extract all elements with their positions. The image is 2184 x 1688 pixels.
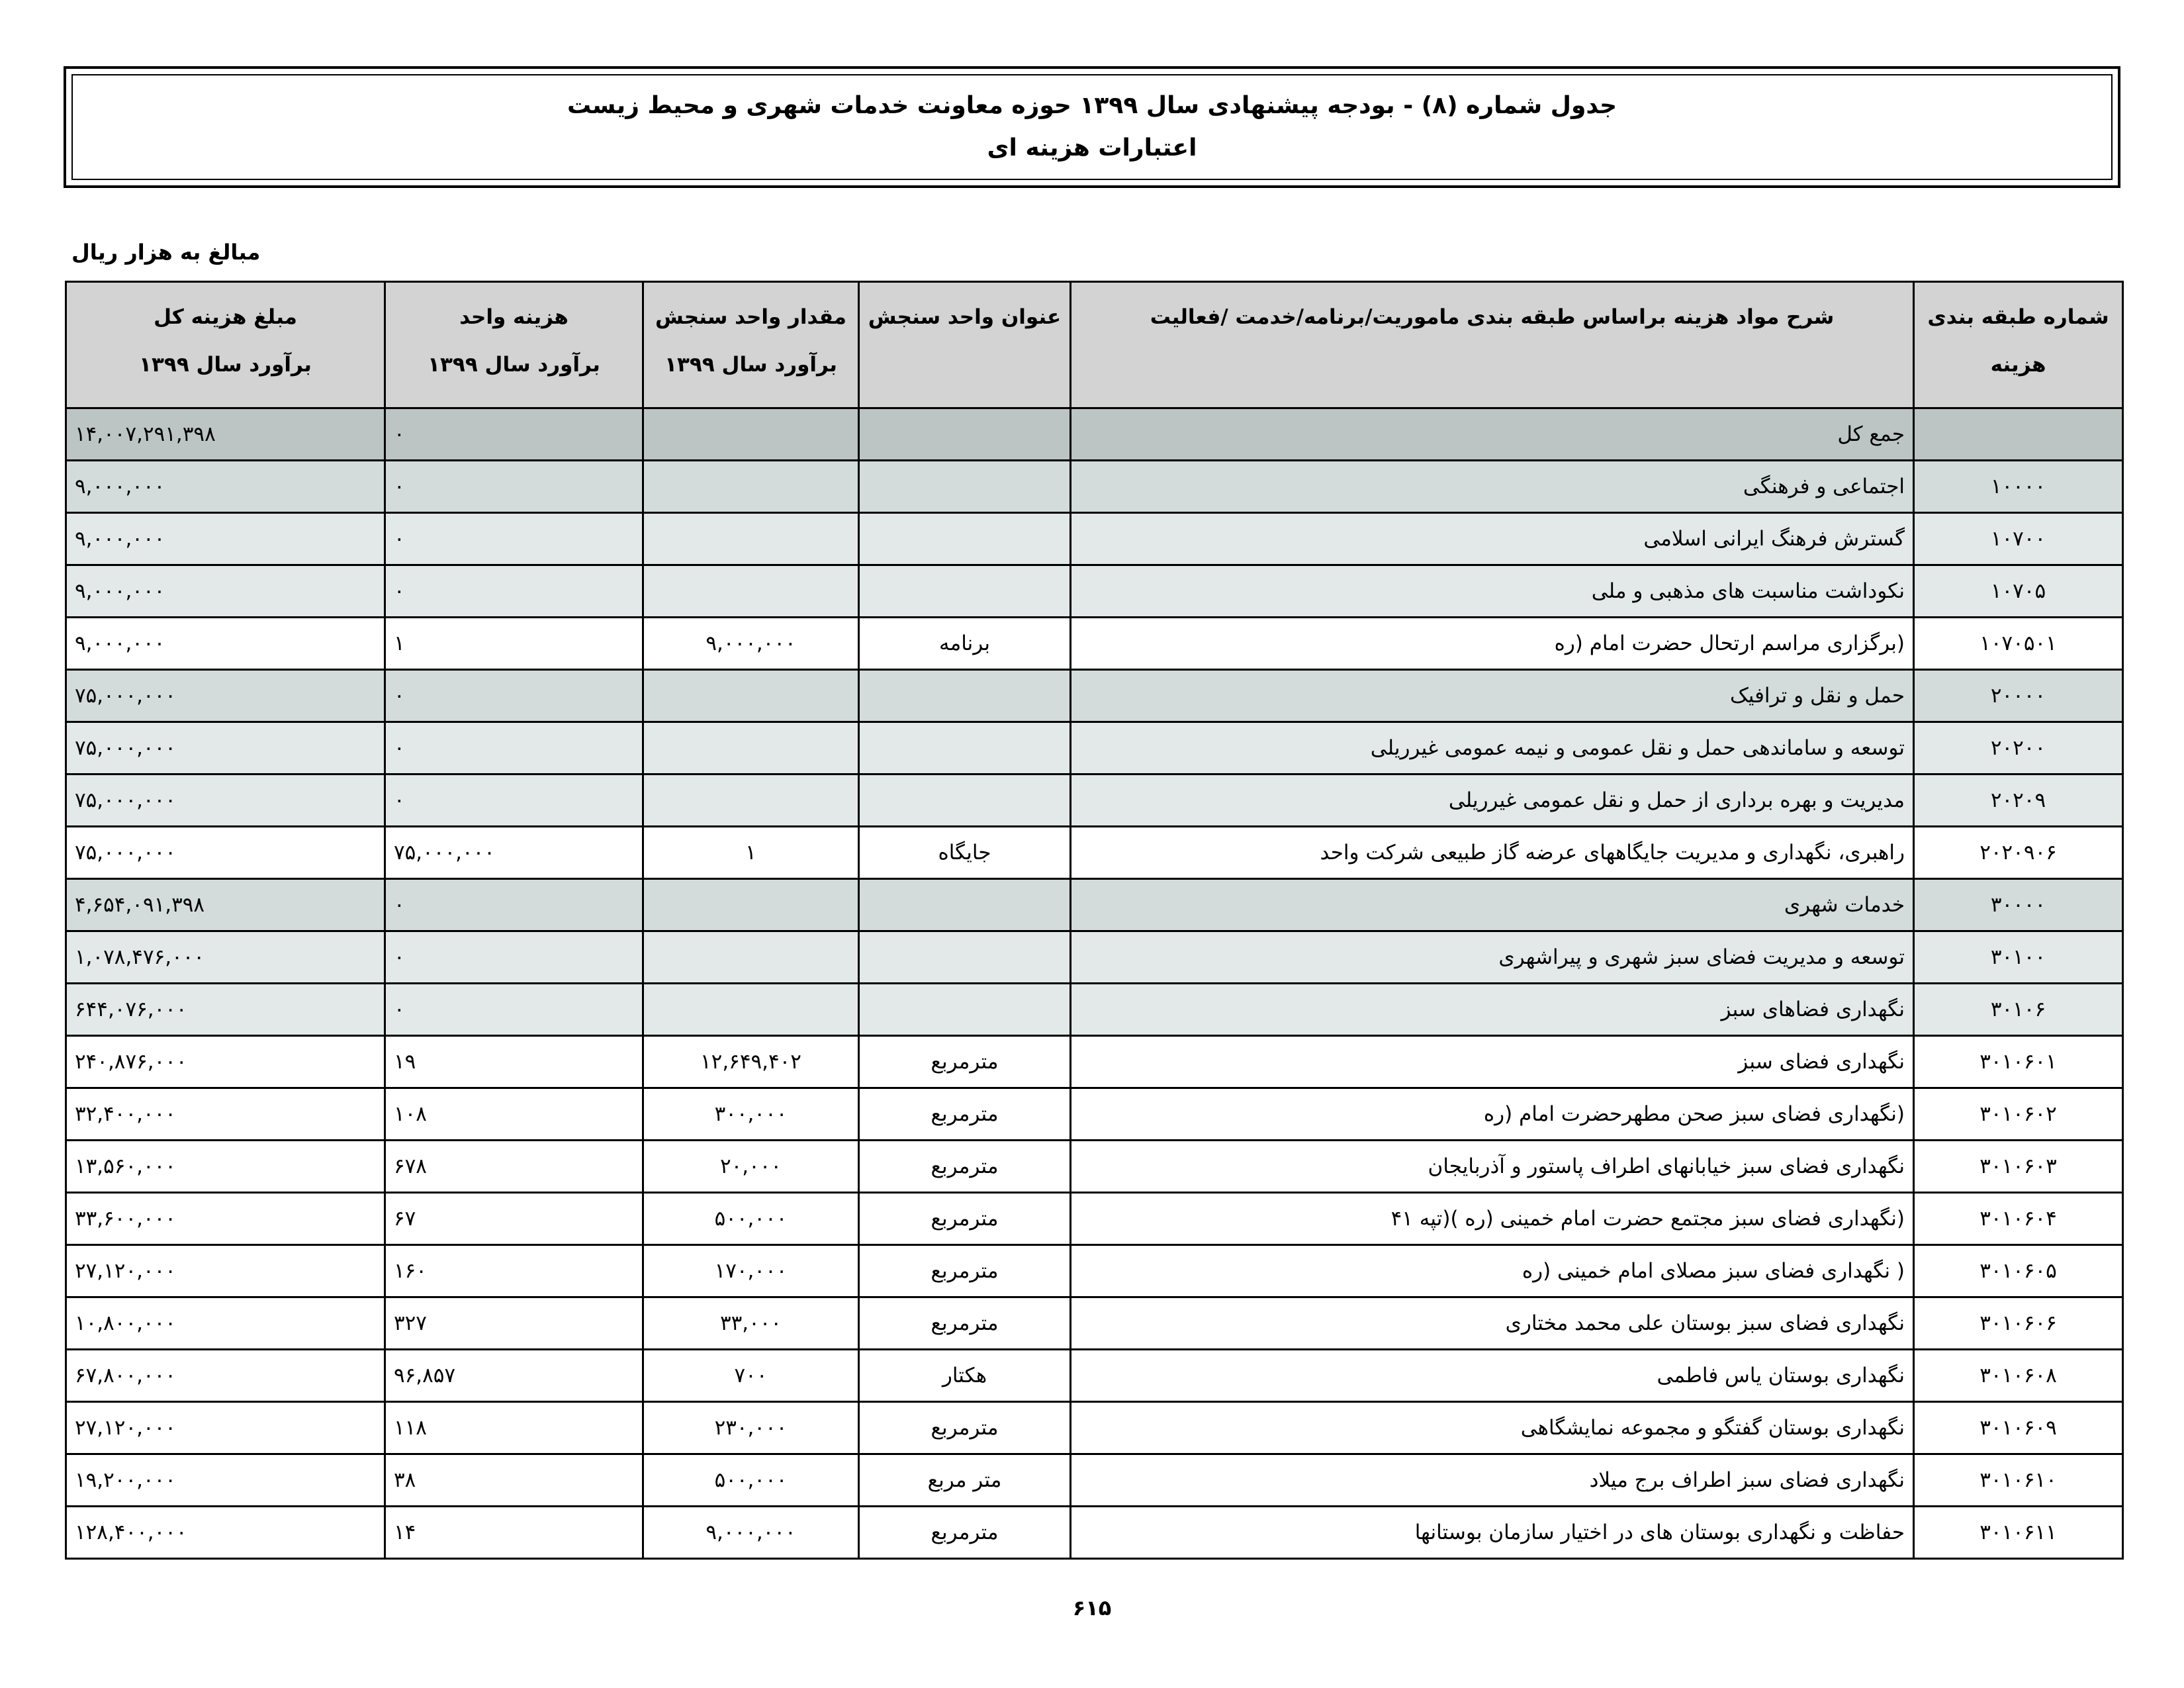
desc-cell: نگهداری بوستان یاس فاطمی [1071, 1350, 1914, 1402]
header-unit-cost-line1: هزینه واحد [459, 305, 569, 329]
table-row [66, 618, 2123, 670]
qty-cell: ۱ [643, 827, 859, 879]
table-row [66, 879, 2123, 931]
budget-table [65, 281, 2124, 1560]
code-cell: ۳۰۱۰۶۰۴ [1914, 1193, 2123, 1245]
unit-title-cell: متر مربع [859, 1454, 1071, 1507]
code-cell: ۳۰۱۰۶۰۸ [1914, 1350, 2123, 1402]
code-cell: ۳۰۱۰۶۱۰ [1914, 1454, 2123, 1507]
total-cell: ۲۷,۱۲۰,۰۰۰ [66, 1402, 385, 1454]
desc-cell: نگهداری فضای سبز بوستان علی محمد مختاری [1071, 1297, 1914, 1350]
table-row [66, 1245, 2123, 1297]
unit-title-cell [859, 408, 1071, 461]
title-box-inner [71, 74, 2113, 180]
unit-title-cell: مترمربع [859, 1245, 1071, 1297]
page-subtitle: اعتبارات هزینه ای [987, 134, 1197, 162]
code-cell: ۱۰۷۰۵ [1914, 565, 2123, 618]
code-cell: ۱۰۷۰۵۰۱ [1914, 618, 2123, 670]
unit-title-cell: مترمربع [859, 1402, 1071, 1454]
total-cell: ۴,۶۵۴,۰۹۱,۳۹۸ [66, 879, 385, 931]
table-row [66, 1088, 2123, 1141]
total-cell: ۱,۰۷۸,۴۷۶,۰۰۰ [66, 931, 385, 984]
unit-cost-cell: ۰ [385, 774, 643, 827]
desc-cell: نگهداری فضای سبز خیابانهای اطراف پاستور و آذربایجان [1071, 1141, 1914, 1193]
desc-cell: نگهداری فضای سبز [1071, 1036, 1914, 1088]
code-cell: ۲۰۰۰۰ [1914, 670, 2123, 722]
desc-cell: مدیریت و بهره برداری از حمل و نقل عمومی غیرریلی [1071, 774, 1914, 827]
desc-cell: توسعه و ساماندهی حمل و نقل عمومی و نیمه عمومی غیرریلی [1071, 722, 1914, 774]
desc-cell: نکوداشت مناسبت های مذهبی و ملی [1071, 565, 1914, 618]
unit-cost-cell: ۹۶,۸۵۷ [385, 1350, 643, 1402]
code-cell: ۲۰۲۰۹ [1914, 774, 2123, 827]
desc-cell: گسترش فرهنگ ایرانی اسلامی [1071, 513, 1914, 565]
total-cell: ۱۴,۰۰۷,۲۹۱,۳۹۸ [66, 408, 385, 461]
total-cell: ۶۴۴,۰۷۶,۰۰۰ [66, 984, 385, 1036]
header-unit-title-line1: عنوان واحد سنجش [868, 305, 1062, 329]
total-cell: ۳۲,۴۰۰,۰۰۰ [66, 1088, 385, 1141]
unit-title-cell: برنامه [859, 618, 1071, 670]
header-total-line2: برآورد سال ۱۳۹۹ [139, 353, 312, 377]
header-code-line1: شماره طبقه بندی [1927, 305, 2109, 329]
total-cell: ۲۴۰,۸۷۶,۰۰۰ [66, 1036, 385, 1088]
header-unit-cost [385, 282, 643, 408]
unit-title-cell [859, 774, 1071, 827]
qty-cell [643, 408, 859, 461]
code-cell: ۳۰۱۰۶ [1914, 984, 2123, 1036]
unit-title-cell: مترمربع [859, 1088, 1071, 1141]
qty-cell: ۵۰۰,۰۰۰ [643, 1454, 859, 1507]
header-code-line2: هزینه [1990, 353, 2046, 377]
budget-table-body [66, 408, 2123, 1559]
table-row [66, 1297, 2123, 1350]
code-cell [1914, 408, 2123, 461]
header-total-line1: مبلغ هزینه کل [154, 305, 297, 329]
unit-cost-cell: ۰ [385, 513, 643, 565]
qty-cell: ۱۷۰,۰۰۰ [643, 1245, 859, 1297]
unit-title-cell [859, 565, 1071, 618]
unit-title-cell [859, 461, 1071, 513]
qty-cell: ۵۰۰,۰۰۰ [643, 1193, 859, 1245]
qty-cell: ۹,۰۰۰,۰۰۰ [643, 1507, 859, 1559]
unit-title-cell: مترمربع [859, 1141, 1071, 1193]
code-cell: ۱۰۷۰۰ [1914, 513, 2123, 565]
qty-cell: ۷۰۰ [643, 1350, 859, 1402]
page-title: جدول شماره (۸) - بودجه پیشنهادی سال ۱۳۹۹ حوزه معاونت خدمات شهری و محیط زیست [567, 92, 1617, 119]
unit-cost-cell: ۳۸ [385, 1454, 643, 1507]
unit-cost-cell: ۱۶۰ [385, 1245, 643, 1297]
code-cell: ۳۰۰۰۰ [1914, 879, 2123, 931]
table-row [66, 984, 2123, 1036]
unit-cost-cell: ۶۷ [385, 1193, 643, 1245]
qty-cell [643, 461, 859, 513]
header-code [1914, 282, 2123, 408]
desc-cell: اجتماعی و فرهنگی [1071, 461, 1914, 513]
unit-cost-cell: ۱ [385, 618, 643, 670]
total-cell: ۲۷,۱۲۰,۰۰۰ [66, 1245, 385, 1297]
unit-title-cell [859, 670, 1071, 722]
desc-cell: راهبری، نگهداری و مدیریت جایگاههای عرضه گاز طبیعی شرکت واحد [1071, 827, 1914, 879]
unit-title-cell: جایگاه [859, 827, 1071, 879]
desc-cell: (نگهداری فضای سبز مجتمع حضرت امام خمینی (ره )(تپه ۴۱ [1071, 1193, 1914, 1245]
unit-title-cell [859, 931, 1071, 984]
qty-cell [643, 931, 859, 984]
unit-cost-cell: ۶۷۸ [385, 1141, 643, 1193]
unit-cost-cell: ۰ [385, 879, 643, 931]
desc-cell: نگهداری بوستان گفتگو و مجموعه نمایشگاهی [1071, 1402, 1914, 1454]
header-unit-cost-line2: برآورد سال ۱۳۹۹ [428, 353, 600, 377]
desc-cell: نگهداری فضاهای سبز [1071, 984, 1914, 1036]
page-number: ۶۱۵ [1072, 1595, 1112, 1620]
unit-note: مبالغ به هزار ریال [71, 240, 261, 265]
code-cell: ۳۰۱۰۶۰۳ [1914, 1141, 2123, 1193]
unit-title-cell: هکتار [859, 1350, 1071, 1402]
qty-cell: ۳۳,۰۰۰ [643, 1297, 859, 1350]
table-row [66, 722, 2123, 774]
total-cell: ۹,۰۰۰,۰۰۰ [66, 565, 385, 618]
total-cell: ۹,۰۰۰,۰۰۰ [66, 618, 385, 670]
unit-cost-cell: ۱۴ [385, 1507, 643, 1559]
qty-cell [643, 984, 859, 1036]
unit-title-cell [859, 722, 1071, 774]
desc-cell: ( نگهداری فضای سبز مصلای امام خمینی (ره [1071, 1245, 1914, 1297]
total-cell: ۹,۰۰۰,۰۰۰ [66, 513, 385, 565]
qty-cell: ۲۳۰,۰۰۰ [643, 1402, 859, 1454]
qty-cell [643, 513, 859, 565]
unit-title-cell: مترمربع [859, 1036, 1071, 1088]
table-row [66, 1350, 2123, 1402]
unit-title-cell [859, 879, 1071, 931]
code-cell: ۳۰۱۰۶۰۹ [1914, 1402, 2123, 1454]
desc-cell: (برگزاری مراسم ارتحال حضرت امام (ره [1071, 618, 1914, 670]
unit-cost-cell: ۳۲۷ [385, 1297, 643, 1350]
unit-title-cell: مترمربع [859, 1193, 1071, 1245]
unit-cost-cell: ۰ [385, 461, 643, 513]
code-cell: ۳۰۱۰۶۰۵ [1914, 1245, 2123, 1297]
desc-cell: توسعه و مدیریت فضای سبز شهری و پیراشهری [1071, 931, 1914, 984]
table-row [66, 1036, 2123, 1088]
unit-title-cell: مترمربع [859, 1507, 1071, 1559]
qty-cell [643, 774, 859, 827]
table-row [66, 827, 2123, 879]
desc-cell: نگهداری فضای سبز اطراف برج میلاد [1071, 1454, 1914, 1507]
desc-cell: جمع کل [1071, 408, 1914, 461]
table-row [66, 1402, 2123, 1454]
table-row [66, 774, 2123, 827]
total-cell: ۱۳,۵۶۰,۰۰۰ [66, 1141, 385, 1193]
header-total [66, 282, 385, 408]
table-row [66, 1454, 2123, 1507]
total-cell: ۷۵,۰۰۰,۰۰۰ [66, 774, 385, 827]
table-row [66, 1141, 2123, 1193]
qty-cell: ۱۲,۶۴۹,۴۰۲ [643, 1036, 859, 1088]
unit-title-cell [859, 513, 1071, 565]
code-cell: ۳۰۱۰۰ [1914, 931, 2123, 984]
unit-title-cell: مترمربع [859, 1297, 1071, 1350]
unit-cost-cell: ۱۰۸ [385, 1088, 643, 1141]
desc-cell: حمل و نقل و ترافیک [1071, 670, 1914, 722]
total-cell: ۶۷,۸۰۰,۰۰۰ [66, 1350, 385, 1402]
total-cell: ۳۳,۶۰۰,۰۰۰ [66, 1193, 385, 1245]
unit-cost-cell: ۰ [385, 722, 643, 774]
total-cell: ۷۵,۰۰۰,۰۰۰ [66, 670, 385, 722]
total-cell: ۱۰,۸۰۰,۰۰۰ [66, 1297, 385, 1350]
table-row [66, 513, 2123, 565]
unit-cost-cell: ۱۹ [385, 1036, 643, 1088]
unit-title-cell [859, 984, 1071, 1036]
desc-cell: (نگهداری فضای سبز صحن مطهرحضرت امام (ره [1071, 1088, 1914, 1141]
unit-cost-cell: ۰ [385, 670, 643, 722]
qty-cell: ۳۰۰,۰۰۰ [643, 1088, 859, 1141]
unit-cost-cell: ۰ [385, 408, 643, 461]
qty-cell [643, 722, 859, 774]
table-row [66, 1193, 2123, 1245]
table-row [66, 565, 2123, 618]
code-cell: ۳۰۱۰۶۰۲ [1914, 1088, 2123, 1141]
unit-cost-cell: ۰ [385, 565, 643, 618]
header-qty-line1: مقدار واحد سنجش [655, 305, 846, 329]
header-desc-line1: شرح مواد هزینه براساس طبقه بندی ماموریت/برنامه/خدمت /فعالیت [1150, 305, 1835, 329]
code-cell: ۲۰۲۰۰ [1914, 722, 2123, 774]
unit-cost-cell: ۱۱۸ [385, 1402, 643, 1454]
code-cell: ۳۰۱۰۶۱۱ [1914, 1507, 2123, 1559]
header-row [66, 282, 2123, 408]
unit-cost-cell: ۰ [385, 984, 643, 1036]
title-box [64, 66, 2120, 188]
unit-cost-cell: ۷۵,۰۰۰,۰۰۰ [385, 827, 643, 879]
qty-cell: ۲۰,۰۰۰ [643, 1141, 859, 1193]
total-cell: ۷۵,۰۰۰,۰۰۰ [66, 722, 385, 774]
total-cell: ۱۹,۲۰۰,۰۰۰ [66, 1454, 385, 1507]
desc-cell: حفاظت و نگهداری بوستان های در اختیار سازمان بوستانها [1071, 1507, 1914, 1559]
total-cell: ۷۵,۰۰۰,۰۰۰ [66, 827, 385, 879]
total-cell: ۹,۰۰۰,۰۰۰ [66, 461, 385, 513]
desc-cell: خدمات شهری [1071, 879, 1914, 931]
qty-cell: ۹,۰۰۰,۰۰۰ [643, 618, 859, 670]
table-row [66, 1507, 2123, 1559]
header-qty-line2: برآورد سال ۱۳۹۹ [664, 353, 837, 377]
unit-cost-cell: ۰ [385, 931, 643, 984]
total-cell: ۱۲۸,۴۰۰,۰۰۰ [66, 1507, 385, 1559]
header-desc [1071, 282, 1914, 408]
qty-cell [643, 879, 859, 931]
header-qty [643, 282, 859, 408]
code-cell: ۳۰۱۰۶۰۶ [1914, 1297, 2123, 1350]
code-cell: ۳۰۱۰۶۰۱ [1914, 1036, 2123, 1088]
qty-cell [643, 565, 859, 618]
qty-cell [643, 670, 859, 722]
header-unit-title [859, 282, 1071, 408]
code-cell: ۱۰۰۰۰ [1914, 461, 2123, 513]
table-row [66, 408, 2123, 461]
table-row [66, 931, 2123, 984]
table-row [66, 670, 2123, 722]
table-row [66, 461, 2123, 513]
code-cell: ۲۰۲۰۹۰۶ [1914, 827, 2123, 879]
